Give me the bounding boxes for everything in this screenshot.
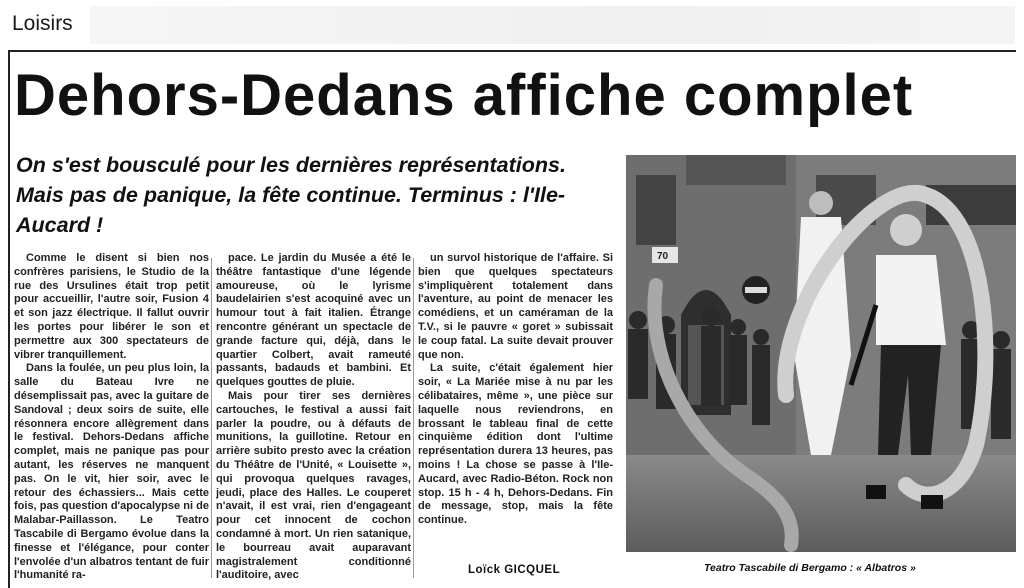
headline: Dehors-Dedans affiche complet: [14, 63, 914, 128]
street-number: 70: [657, 251, 669, 262]
photo-illustration: [626, 155, 1016, 552]
paragraph: Mais pour tirer ses dernières cartouches, le festival a aussi fait parler la poudre, ou à défauts de munitions, la guillotine. Retour en arrière subito presto avec la création du Théâtre de l'Unité, « Louisette », qui provoqua quelques ravages, jeudi, place des Halles. Le couperet n'avait, il est vrai, rien d'engageant pour cet innocent de cochon condamné à mort. Un rien satanique, le bourreau avait auparavant magistralement conditionné l'auditoire, avec: [216, 389, 411, 582]
article-column-1: [14, 252, 209, 582]
left-border-rule: [8, 50, 10, 588]
faded-background-band: [90, 6, 1015, 44]
section-label: Loisirs: [12, 12, 73, 35]
paragraph: pace. Le jardin du Musée a été le théâtre fantastique d'une légende amoureuse, où le lyrisme baudelairien s'est acoquiné avec un humour tout à fait italien. Étrange rencontre générant un spectacle de grande facture qui, déjà, dans le quartier Colbert, avait rameuté passants, badauds et bambini. Et quelques gouttes de pluie.: [216, 252, 411, 389]
standfirst: On s'est bousculé pour les dernières représentations. Mais pas de panique, la fête continue. Terminus : l'Ile-Aucard !: [16, 153, 566, 237]
photo-caption: Teatro Tascabile di Bergamo : « Albatros »: [704, 562, 916, 574]
column-separator: [211, 258, 212, 578]
paragraph: Comme le disent si bien nos confrères parisiens, le Studio de la rue des Ursulines était trop petit pour accueillir, l'autre soir, Fusion 4 et son jazz électrique. Il fallut ouvrir les portes pour libérer le son et permettre aux 300 spectateurs de vibrer tranquillement.: [14, 252, 209, 361]
author-signature: Loïck GICQUEL: [468, 564, 561, 576]
column-separator: [413, 258, 414, 578]
article-photo: [626, 155, 1016, 552]
paragraph: La suite, c'était également hier soir, « La Mariée mise à nu par les célibataires, même », une pièce sur laquelle nous reviendrons, en brossant le tableau final de cette cinquième édition dont l'ultime représentation durera 13 heures, pas moins ! La chose se passe à l'Ile-Aucard, avec Radio-Béton. Rock non stop. 15 h - 4 h, Dehors-Dedans. Fin de message, stop, mais la fête continue.: [418, 362, 613, 527]
header-rule: [8, 50, 1016, 52]
article-column-2: [216, 252, 411, 582]
paragraph: Dans la foulée, un peu plus loin, la salle du Bateau Ivre ne désemplissait pas, avec la guitare de Sandoval ; deux soirs de suite, elle résonnera encore allègrement dans le festival. Dehors-Dedans affiche complet, mais ne panique pas pour autant, les réserves ne manquent pas. On le vit, hier soir, avec le retour des échassiers... Mais cette fois, pas question d'apocalypse ni de Malabar-Paillasson. Le Teatro Tascabile di Bergamo évolue dans la finesse et l'élégance, pour conter l'envolée d'un albatros tentant de fuir l'humanité ra-: [14, 362, 209, 582]
paragraph: un survol historique de l'affaire. Si bien que quelques spectateurs s'impliquèrent totalement dans l'aventure, au point de menacer les comédiens, et un caméraman de la T.V., si le pauvre « goret » subissait le coup fatal. La suite devait prouver que non.: [418, 252, 613, 361]
article-column-3: [418, 252, 613, 582]
